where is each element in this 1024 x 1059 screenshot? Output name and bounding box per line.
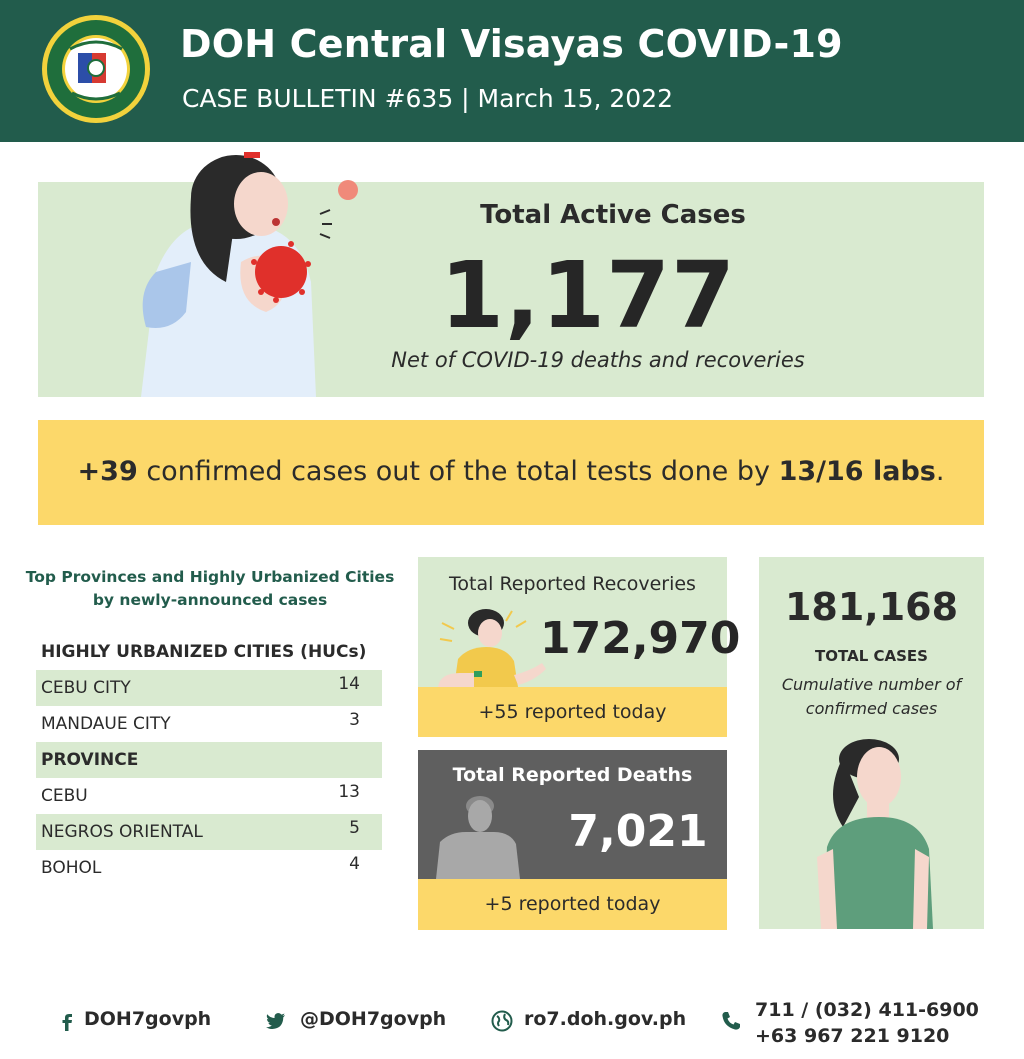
- phone-icon: [720, 1010, 742, 1032]
- deaths-today: +5 reported today: [484, 893, 661, 915]
- gray-person-illustration: [436, 792, 520, 879]
- area-count: 5: [349, 818, 360, 838]
- phone-numbers: [755, 997, 979, 1049]
- doh-seal-logo: [40, 13, 152, 125]
- total-cases-label: TOTAL CASES: [815, 647, 928, 665]
- recoveries-today: +55 reported today: [478, 701, 667, 723]
- table-row: [36, 670, 382, 706]
- active-cases-title: Total Active Cases: [480, 200, 746, 230]
- confirmed-cases-banner: [38, 420, 984, 525]
- recoveries-title: Total Reported Recoveries: [449, 573, 696, 595]
- deaths-panel: [418, 750, 727, 930]
- area-count: 4: [349, 854, 360, 874]
- coughing-woman-illustration: [116, 152, 396, 397]
- active-cases-panel: [38, 182, 984, 397]
- phone-number-2[interactable]: +63 967 221 9120: [755, 1025, 950, 1047]
- banner-text: [38, 456, 984, 487]
- total-cases-note: Cumulative number of confirmed cases: [781, 675, 962, 718]
- globe-icon[interactable]: [491, 1010, 513, 1032]
- recoveries-panel: [418, 557, 741, 737]
- header: [0, 0, 1024, 142]
- top-areas-title-line2: by newly-announced cases: [92, 591, 328, 609]
- area-name: CEBU CITY: [41, 678, 131, 698]
- area-name: NEGROS ORIENTAL: [41, 822, 203, 842]
- huc-header-label: HIGHLY URBANIZED CITIES (HUCs): [41, 642, 367, 662]
- facebook-icon[interactable]: [56, 1010, 78, 1032]
- banner-count: +39: [77, 456, 138, 487]
- active-cases-value: 1,177: [439, 242, 736, 349]
- twitter-handle[interactable]: @DOH7govph: [300, 1008, 447, 1030]
- recoveries-today-bar: [418, 687, 727, 737]
- area-name: BOHOL: [41, 858, 102, 878]
- standing-woman-illustration: [803, 737, 943, 929]
- phone-number-1[interactable]: 711 / (032) 411-6900: [755, 999, 979, 1021]
- deaths-value: 7,021: [568, 806, 708, 857]
- area-name: CEBU: [41, 786, 88, 806]
- banner-middle: confirmed cases out of the total tests done by: [137, 456, 779, 487]
- area-name: MANDAUE CITY: [41, 714, 171, 734]
- top-areas-title: [20, 566, 400, 612]
- active-cases-note: Net of COVID-19 deaths and recoveries: [391, 348, 805, 372]
- top-areas-table: [36, 634, 382, 886]
- deaths-today-bar: [418, 879, 727, 930]
- area-count: 14: [338, 674, 360, 694]
- cheering-woman-illustration: [434, 603, 552, 687]
- bulletin-subtitle: CASE BULLETIN #635 | March 15, 2022: [182, 84, 674, 113]
- bulletin-title: DOH Central Visayas COVID-19: [180, 22, 843, 66]
- table-row: [36, 706, 382, 742]
- recoveries-value: 172,970: [540, 613, 741, 664]
- province-section-header: [36, 742, 382, 778]
- total-cases-panel: [759, 557, 984, 929]
- province-header-label: PROVINCE: [41, 750, 139, 770]
- facebook-handle[interactable]: DOH7govph: [84, 1008, 212, 1030]
- area-count: 13: [338, 782, 360, 802]
- table-row: [36, 814, 382, 850]
- top-areas-title-line1: Top Provinces and Highly Urbanized Cities: [25, 568, 395, 586]
- website-link[interactable]: ro7.doh.gov.ph: [524, 1008, 687, 1030]
- banner-end: .: [935, 456, 945, 487]
- huc-section-header: [36, 634, 382, 670]
- deaths-title: Total Reported Deaths: [452, 764, 693, 786]
- total-cases-value: 181,168: [784, 585, 959, 629]
- banner-labs: 13/16 labs: [778, 456, 936, 487]
- table-row: [36, 778, 382, 814]
- area-count: 3: [349, 710, 360, 730]
- table-row: [36, 850, 382, 886]
- twitter-icon[interactable]: [265, 1010, 287, 1032]
